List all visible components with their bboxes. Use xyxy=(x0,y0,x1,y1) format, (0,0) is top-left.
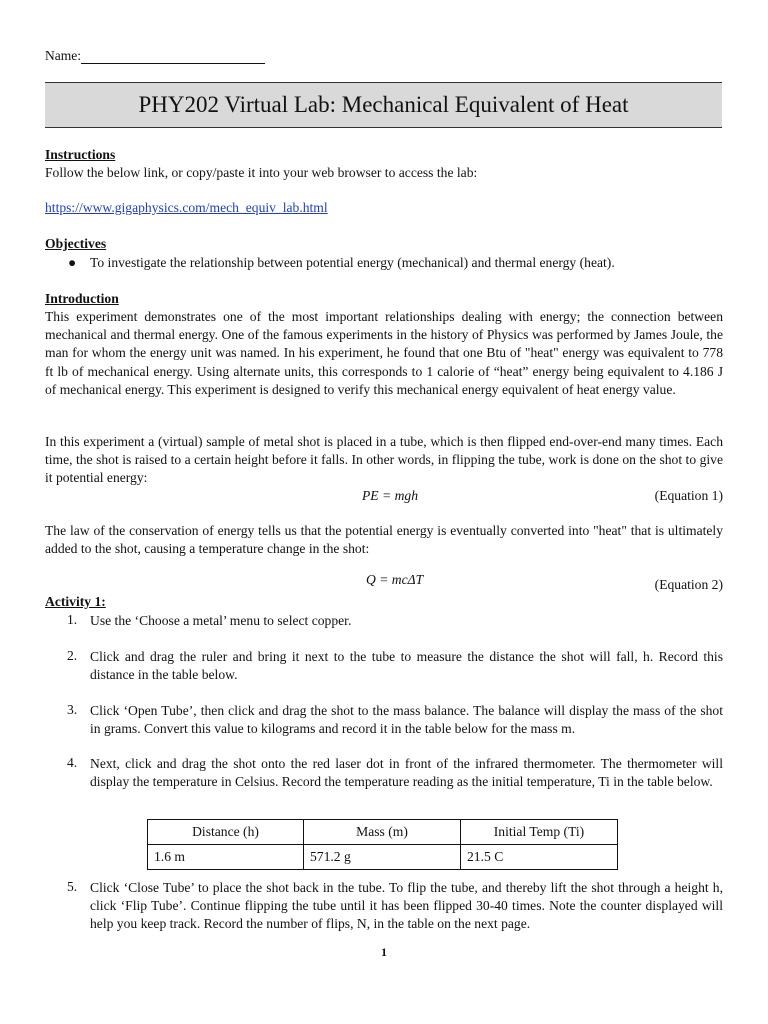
step-text: Click ‘Open Tube’, then click and drag the shot to the mass balance. The balance will display the mass of the shot in grams. Convert this value to kilograms and record it in the table below for the mass m. xyxy=(90,703,723,737)
instructions-heading: Instructions xyxy=(45,147,116,162)
step-text: Click ‘Close Tube’ to place the shot back in the tube. To flip the tube, and thereby lift the shot through a height h, click ‘Flip Tube’. Continue flipping the tube until it has been flipped 30-40 times. Note the counter displayed will help you keep track. Record the number of flips, N, in the table on the next page. xyxy=(90,880,723,932)
measurement-table xyxy=(147,819,618,870)
step-text: Next, click and drag the shot onto the red laser dot in front of the infrared thermometer. The thermometer will display the temperature in Celsius. Record the temperature reading as the initial temperature, Ti in the table below. xyxy=(90,756,723,790)
table-cell: 1.6 m xyxy=(148,845,304,870)
table-header-row xyxy=(148,820,618,845)
name-label: Name: xyxy=(45,48,81,63)
step-text: Click and drag the ruler and bring it next to the tube to measure the distance the shot will fall, h. Record this distance in the table below. xyxy=(90,649,723,683)
title-banner xyxy=(45,82,722,128)
equation-1-label: (Equation 1) xyxy=(654,488,723,503)
objectives-heading: Objectives xyxy=(45,236,107,251)
name-field xyxy=(45,48,265,64)
intro-paragraph-2: In this experiment a (virtual) sample of metal shot is placed in a tube, which is then flipped end-over-end many times. Each time, the shot is raised to a certain height before it falls. In other words, in flipping the tube, work is done on the shot to give it potential energy: xyxy=(45,434,723,486)
instructions-text: Follow the below link, or copy/paste it into your web browser to access the lab: xyxy=(45,165,478,180)
equation-2-label: (Equation 2) xyxy=(654,577,723,592)
table-header-cell: Distance (h) xyxy=(148,820,304,845)
page-title: PHY202 Virtual Lab: Mechanical Equivalent of Heat xyxy=(138,92,629,117)
equation-2: Q = mcΔT xyxy=(366,572,424,587)
step-number: 2. xyxy=(67,648,78,663)
step-number: 5. xyxy=(67,879,78,894)
table-row xyxy=(148,845,618,870)
table-header-cell: Initial Temp (Ti) xyxy=(461,820,618,845)
step-number: 4. xyxy=(67,755,78,770)
introduction-heading: Introduction xyxy=(45,291,119,306)
step-text: Use the ‘Choose a metal’ menu to select copper. xyxy=(90,613,352,628)
objective-item: To investigate the relationship between potential energy (mechanical) and thermal energy (heat). xyxy=(90,255,615,270)
name-blank-line xyxy=(81,51,265,64)
table-cell: 571.2 g xyxy=(304,845,461,870)
table-header-cell: Mass (m) xyxy=(304,820,461,845)
lab-link[interactable]: https://www.gigaphysics.com/mech_equiv_lab.html xyxy=(45,200,328,215)
intro-paragraph-1: This experiment demonstrates one of the most important relationships dealing with energy; the connection between mechanical and thermal energy. One of the famous experiments in the history of Physics was performed by James Joule, the man for whom the energy unit was named. In his experiment, he found that one Btu of "heat" energy was equivalent to 778 ft lb of mechanical energy. Using alternate units, this corresponds to 1 calorie of “heat” energy being equivalent to 4.186 J of mechanical energy. This experiment is designed to verify this mechanical energy equivalent of heat energy value. xyxy=(45,309,723,397)
step-number: 1. xyxy=(67,612,78,627)
step-number: 3. xyxy=(67,702,78,717)
intro-paragraph-3: The law of the conservation of energy tells us that the potential energy is eventually converted into "heat" that is ultimately added to the shot, causing a temperature change in the shot: xyxy=(45,523,723,557)
equation-1: PE = mgh xyxy=(362,488,418,503)
page-number: 1 xyxy=(381,945,387,959)
activity1-heading: Activity 1: xyxy=(45,594,106,609)
table-cell: 21.5 C xyxy=(461,845,618,870)
objective-bullet: ● xyxy=(68,255,77,270)
